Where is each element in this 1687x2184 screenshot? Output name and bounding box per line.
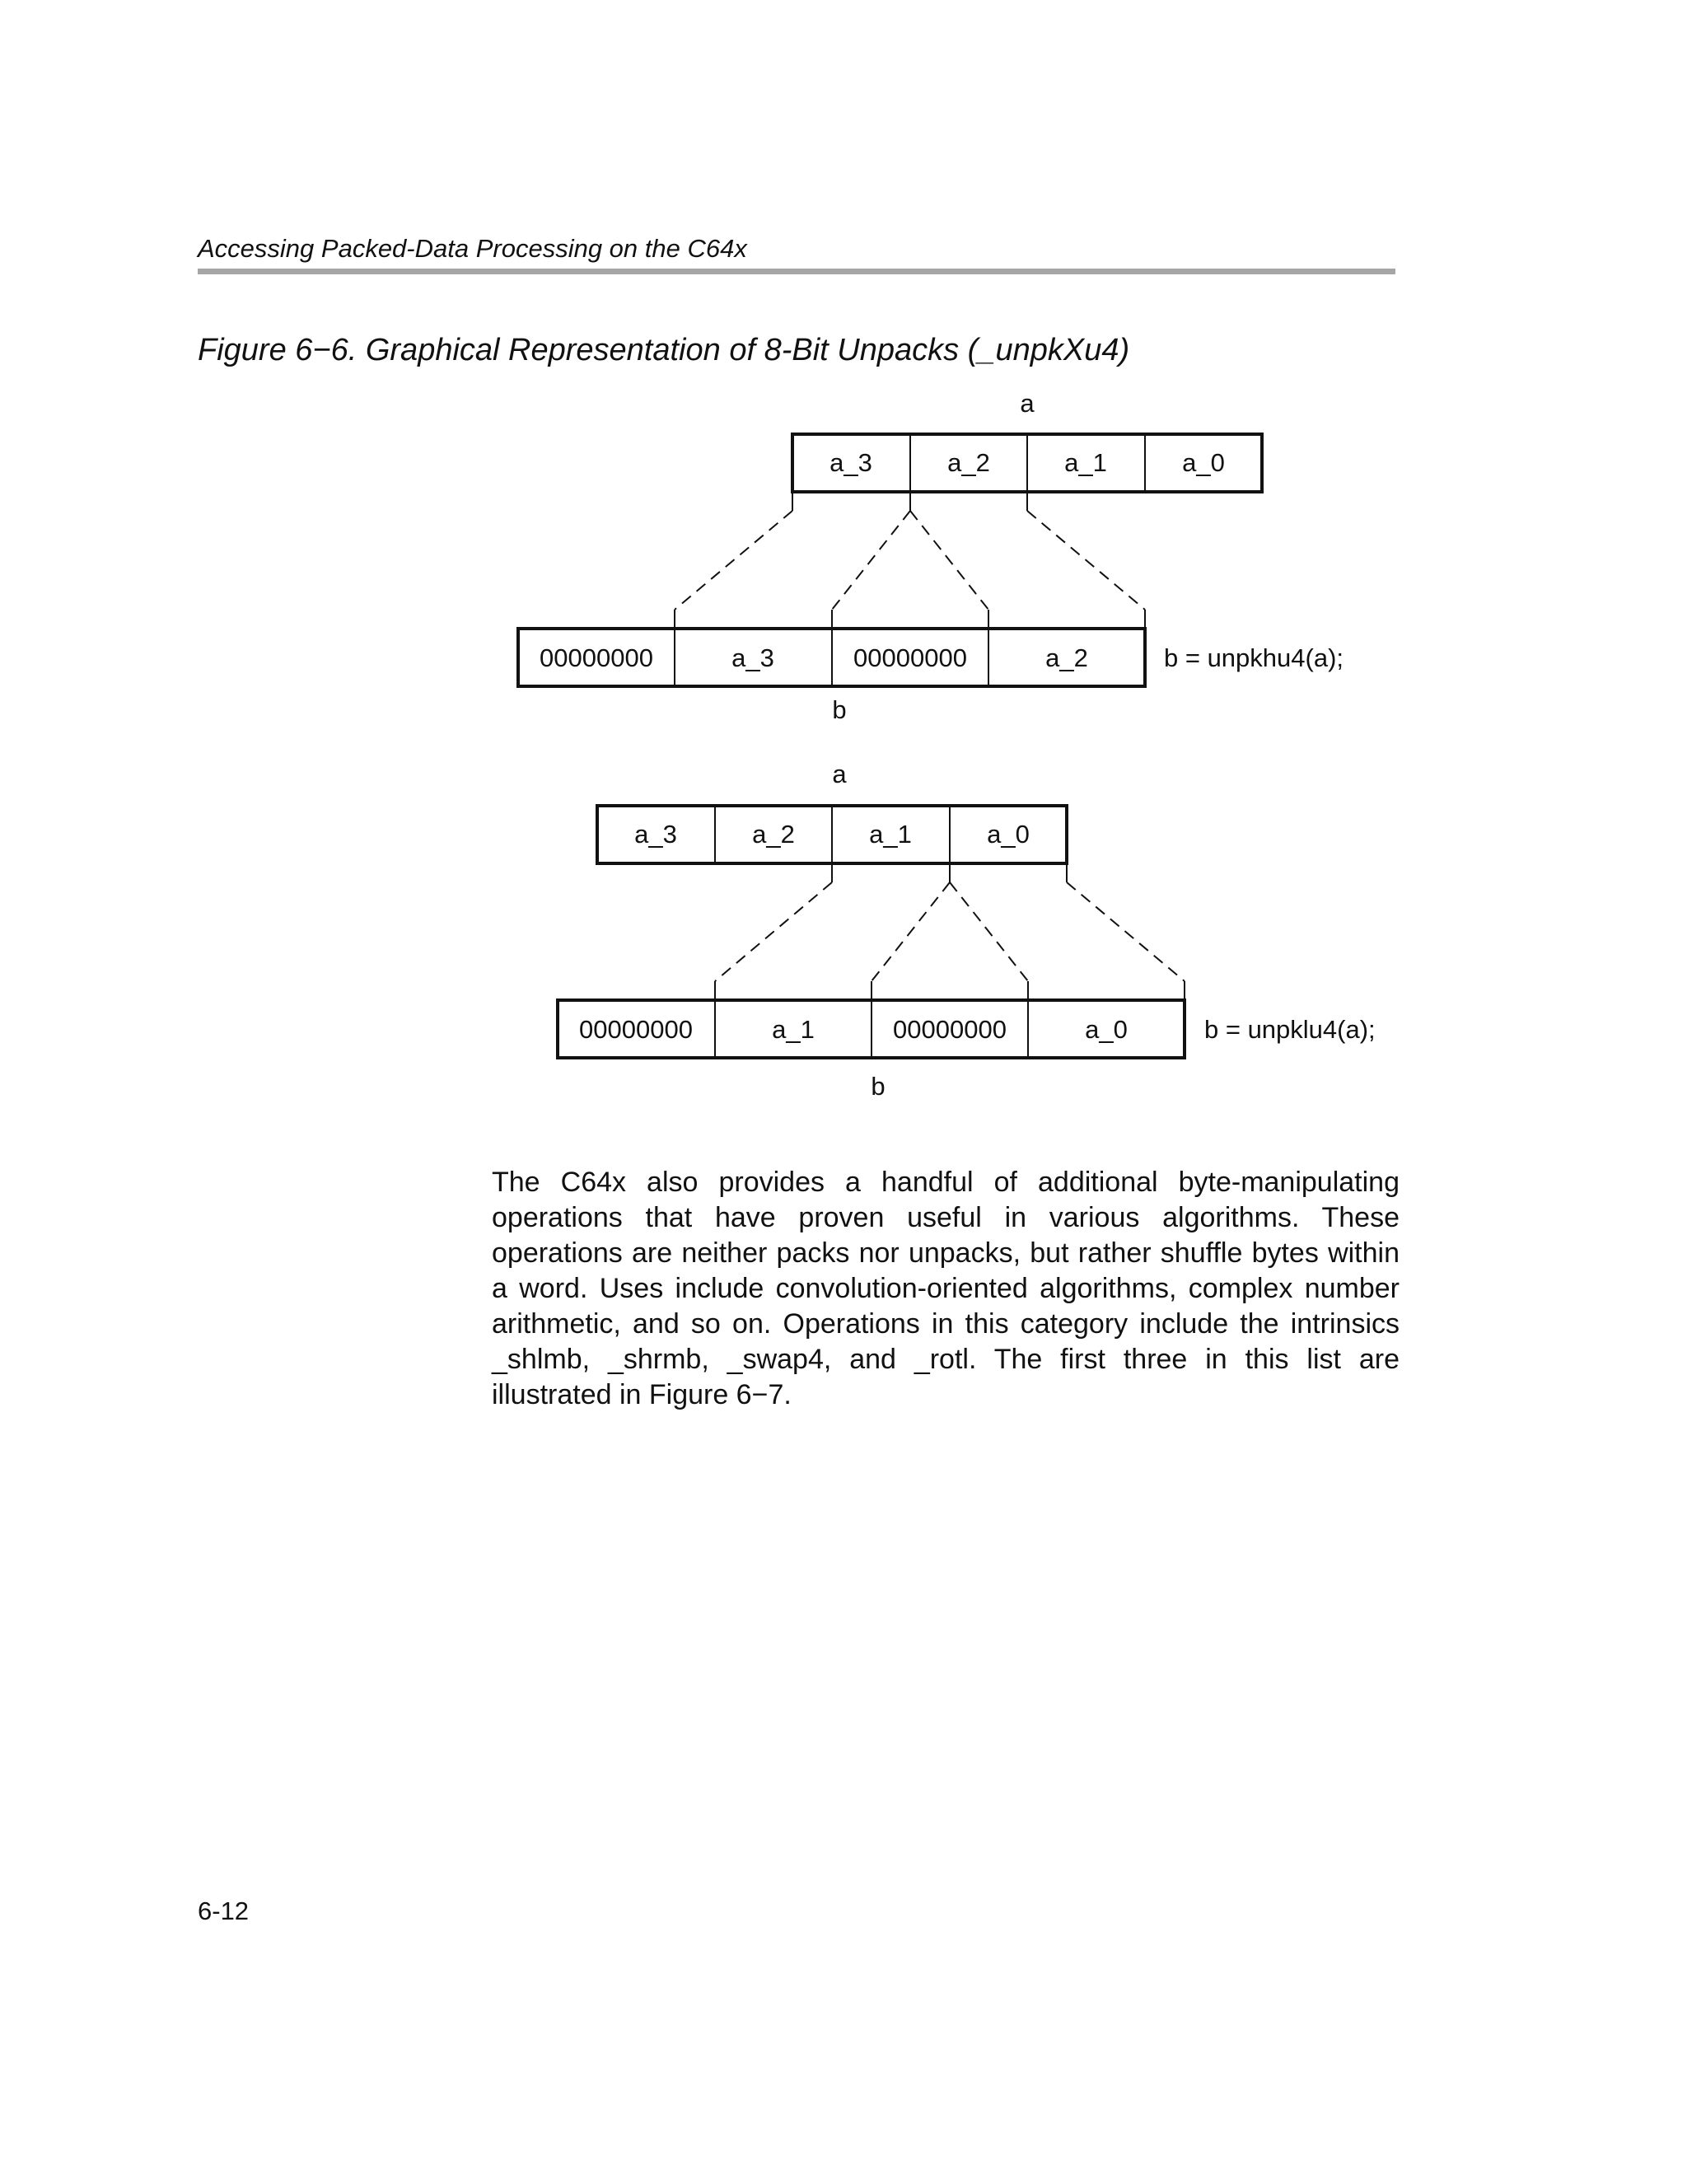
bottom-result-cell: 00000000 (893, 1015, 1007, 1044)
bottom-source-cell: a_0 (987, 820, 1030, 849)
bottom-source-cell: a_1 (869, 820, 912, 849)
top-result-cell: a_3 (731, 643, 774, 672)
top-example (518, 389, 1344, 724)
bottom-result-cell: a_0 (1085, 1015, 1128, 1044)
top-source-cell: a_3 (829, 448, 872, 477)
body-paragraph: The C64x also provides a handful of additional byte-manipulating operations that have proven useful in various algorithms. These operations are neither packs nor unpacks, but rather shuffle bytes within a word. Uses include convolution-oriented algorithms, complex number arithmetic, and so on. Operations in this category include the intrinsics _shlmb, _shrmb, _swap4, and _rotl. The first three in this list are illustrated in Figure 6−7. (492, 1167, 1400, 1410)
top-operation-label: b = unpkhu4(a); (1164, 643, 1344, 672)
figure-caption: Figure 6−6. Graphical Representation of 8-Bit Unpacks (_unpkXu4) (198, 333, 1130, 367)
top-result-cell: 00000000 (853, 643, 967, 672)
top-source-cell: a_1 (1064, 448, 1107, 477)
bottom-operation-label: b = unpklu4(a); (1204, 1015, 1376, 1044)
bottom-result-cell: 00000000 (579, 1015, 693, 1044)
bottom-result-cell: a_1 (772, 1015, 815, 1044)
bottom-mapping-lines (715, 863, 1185, 1000)
bottom-source-cell: a_2 (752, 820, 795, 849)
bottom-example (558, 760, 1376, 1101)
top-result-cell: a_2 (1045, 643, 1088, 672)
page-number: 6-12 (198, 1896, 250, 1925)
top-result-cell: 00000000 (540, 643, 653, 672)
top-source-cell: a_2 (947, 448, 990, 477)
running-header: Accessing Packed-Data Processing on the C64x (198, 234, 747, 263)
top-source-cell: a_0 (1182, 448, 1225, 477)
bottom-source-cell: a_3 (634, 820, 677, 849)
top-source-label: a (1020, 389, 1035, 418)
top-mapping-lines (675, 492, 1145, 629)
top-result-label: b (832, 695, 847, 724)
bottom-source-label: a (832, 760, 847, 788)
bottom-result-label: b (871, 1072, 886, 1101)
